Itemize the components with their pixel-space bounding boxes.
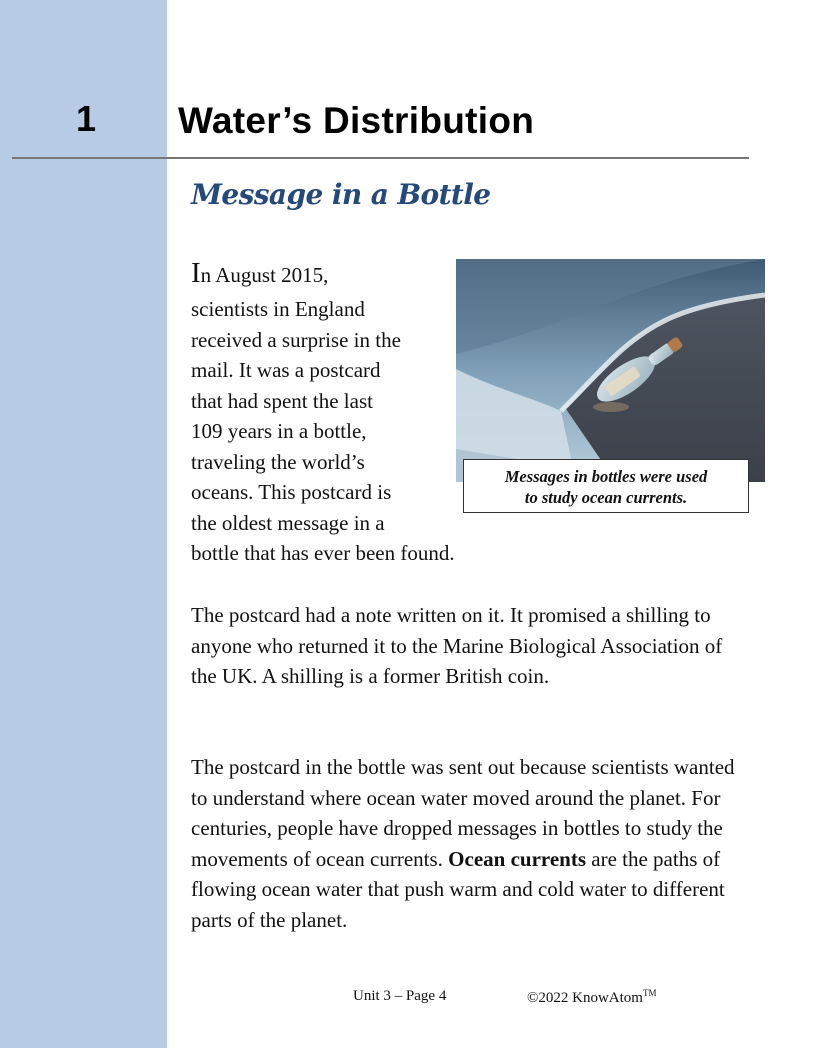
intro-line-10: bottle that has ever been found.: [191, 541, 455, 565]
vocab-term-ocean-currents: Ocean currents: [448, 846, 587, 871]
intro-line-6: 109 years in a bottle,: [191, 419, 367, 443]
chapter-number: 1: [76, 98, 97, 139]
intro-line-4: mail. It was a postcard: [191, 358, 381, 382]
paragraph-3: The postcard in the bottle was sent out because scientists wanted to understand where ocean water moved around the planet. For centuries, people have dropped messages in bottles to study the movements of ocean currents. Ocean currents are the paths of flowing ocean water that push warm and cold water to different parts of the planet.: [191, 755, 735, 932]
page-number: Unit 3 – Page 4: [353, 988, 447, 1004]
intro-line-8: oceans. This postcard is: [191, 480, 392, 504]
caption-line-2: to study ocean currents.: [524, 488, 688, 507]
intro-line-7: traveling the world’s: [191, 450, 365, 474]
copyright-notice: ©2022 KnowAtom™: [527, 988, 657, 1006]
photo-caption: [463, 459, 749, 513]
intro-line-9: the oldest message in a: [191, 511, 385, 535]
section-title: Message in a Bottle: [191, 178, 491, 211]
intro-line-3: received a surprise in the: [191, 328, 401, 352]
intro-line-5: that had spent the last: [191, 389, 373, 413]
trademark-mark: TM: [642, 988, 657, 998]
paragraph-2: The postcard had a note written on it. It promised a shilling to anyone who returned it to the Marine Biological Association of the UK. A shilling is a former British coin.: [191, 603, 723, 688]
intro-line-2: scientists in England: [191, 297, 365, 321]
drop-cap: I: [191, 257, 201, 289]
page-title: Water’s Distribution: [178, 100, 535, 141]
intro-line-1: In August 2015,: [191, 257, 329, 289]
caption-line-1: Messages in bottles were used: [504, 467, 708, 486]
title-divider: [12, 157, 749, 159]
bottle-on-beach-photo: [456, 259, 765, 482]
